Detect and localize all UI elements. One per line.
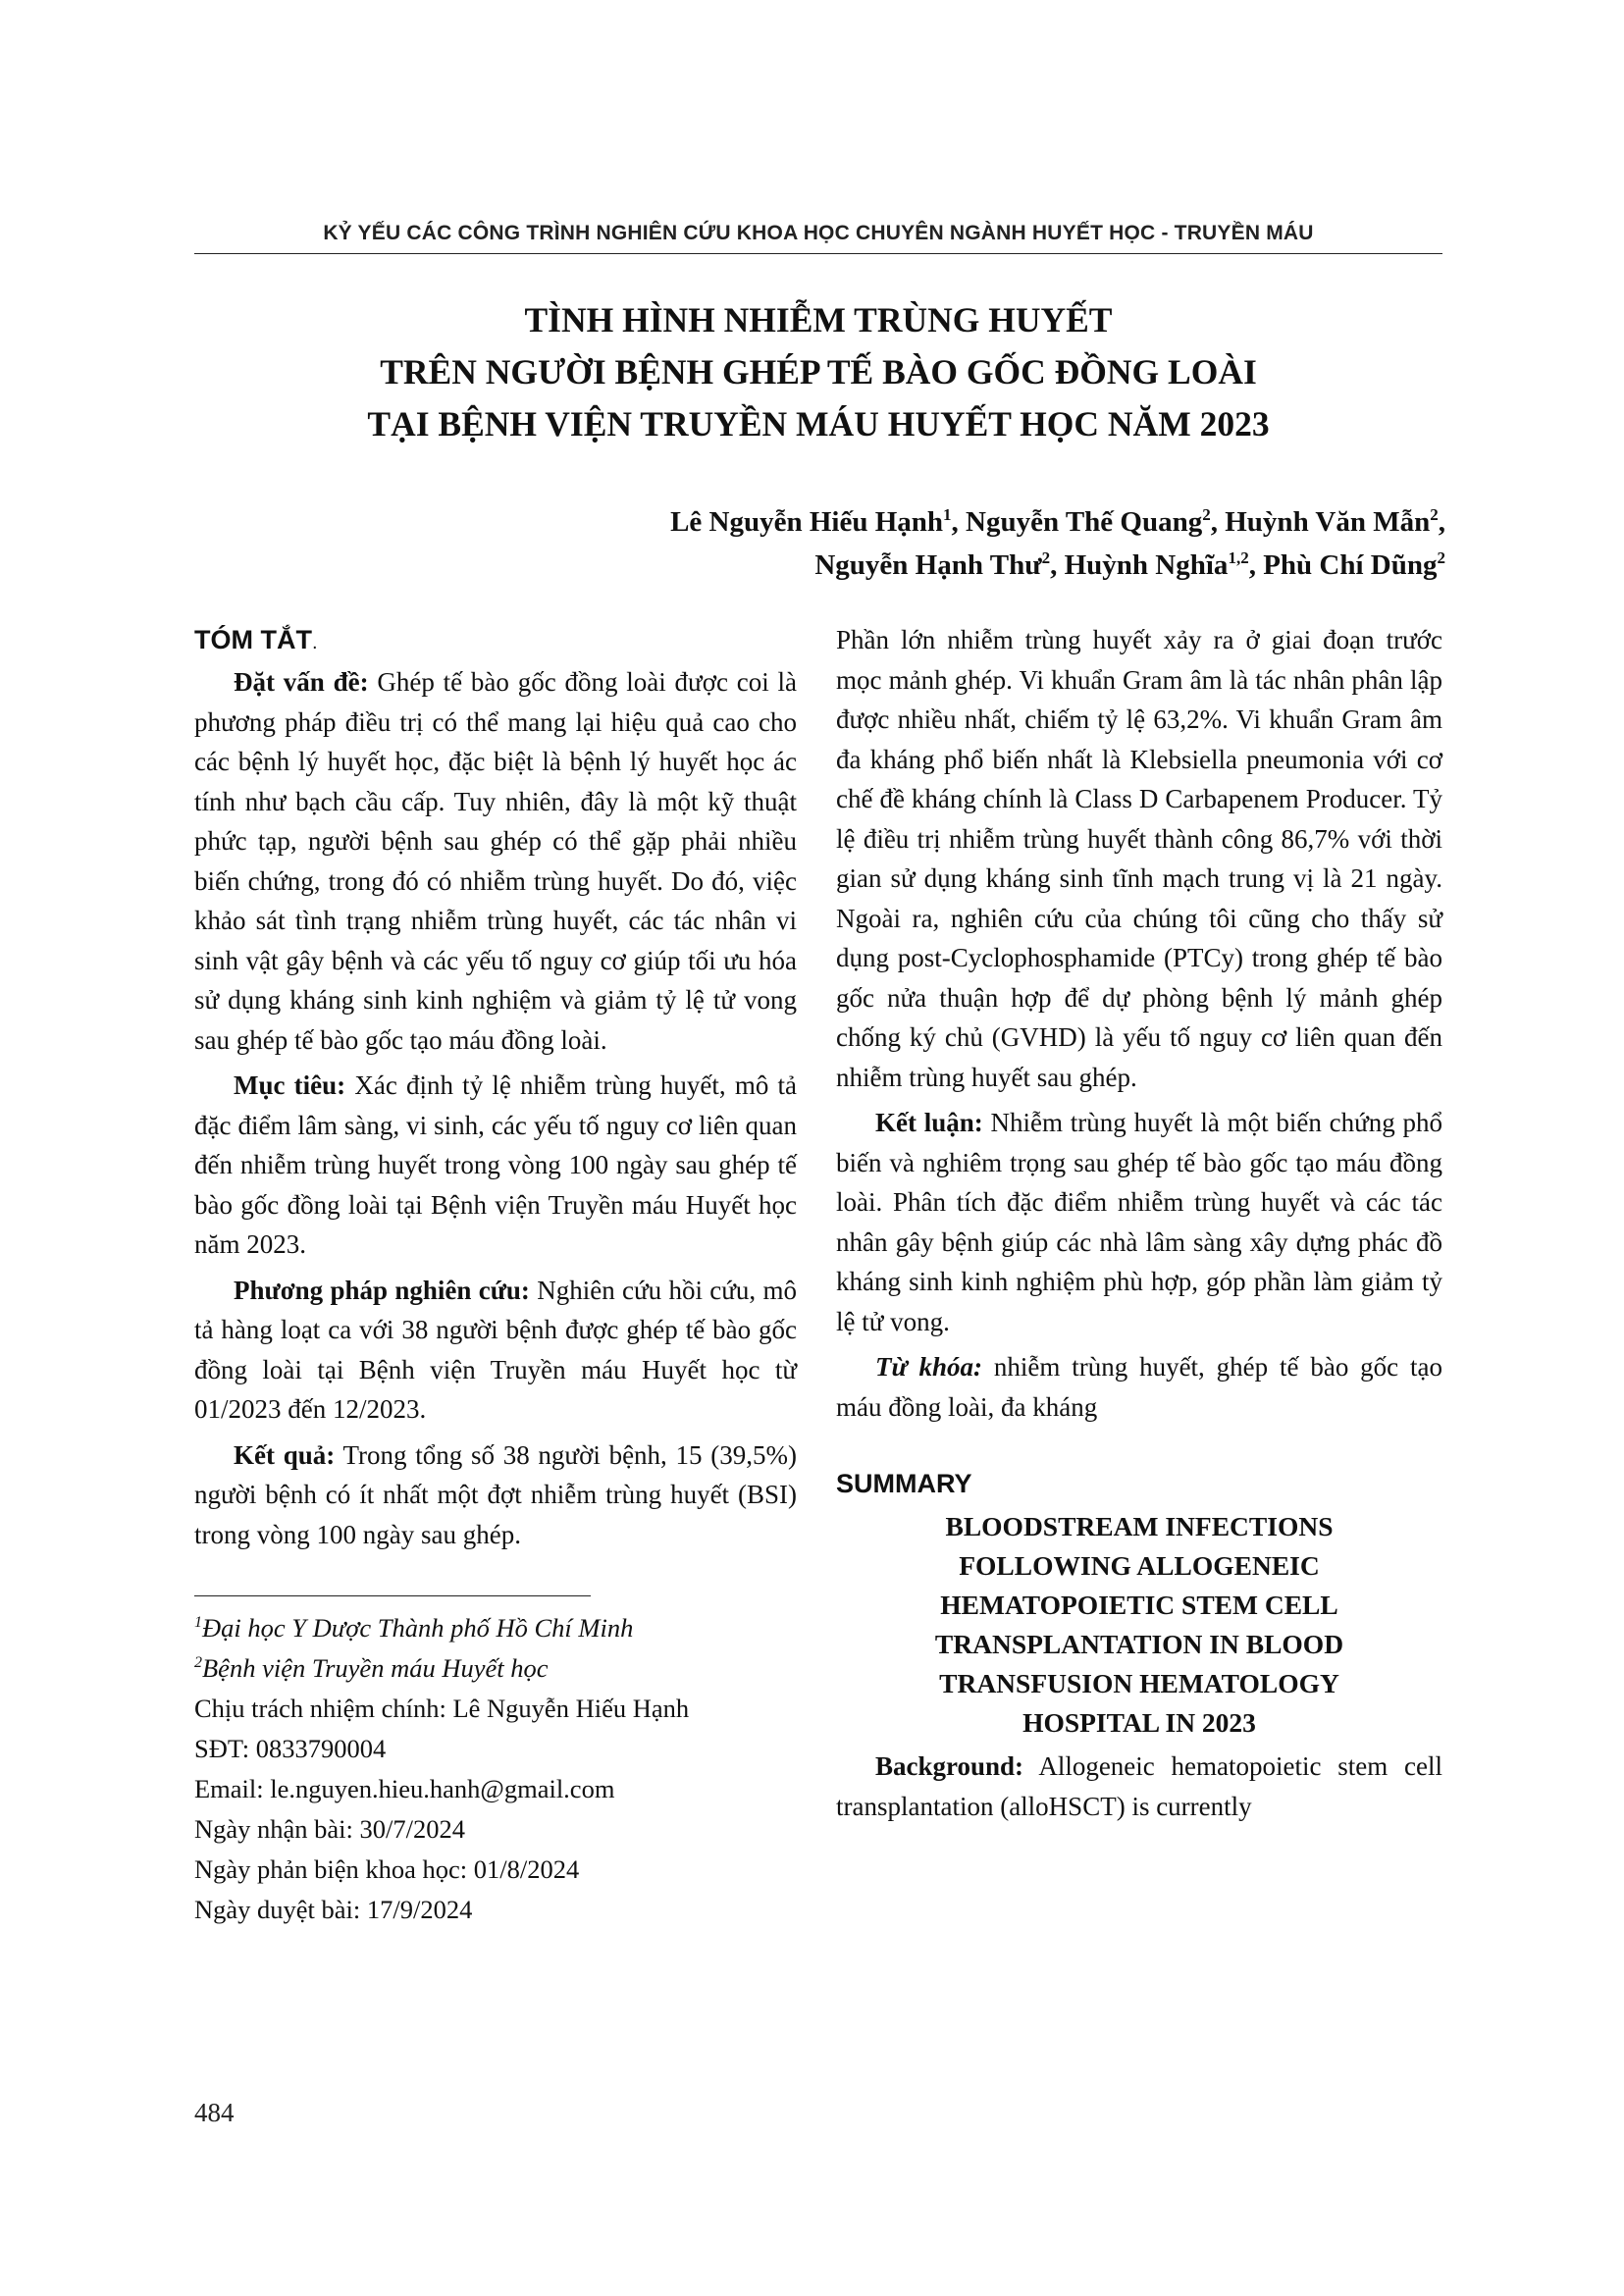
article-title <box>194 294 1442 450</box>
abstract-heading-text: TÓM TẮT <box>194 625 312 654</box>
english-title-line: BLOODSTREAM INFECTIONS <box>945 1511 1334 1541</box>
results-label: Kết quả: <box>234 1439 336 1470</box>
header-rule <box>194 253 1442 254</box>
abstract-objective <box>194 1066 797 1265</box>
email-address: Email: le.nguyen.hieu.hanh@gmail.com <box>194 1774 615 1803</box>
date-accepted: Ngày duyệt bài: 17/9/2024 <box>194 1895 473 1924</box>
background-text: Ghép tế bào gốc đồng loài được coi là phương pháp điều trị có thể mang lại hiệu quả cao cho các bệnh lý huyết học, đặc biệt là bệnh lý huyết học ác tính như bạch cầu cấp. Tuy nhiên, đây là một kỹ thuật phức tạp, người bệnh sau ghép có thể gặp phải nhiều biến chứng, trong đó có nhiễm trùng huyết. Do đó, việc khảo sát tình trạng nhiễm trùng huyết, các tác nhân vi sinh vật gây bệnh và các yếu tố nguy cơ giúp tối ưu hóa sử dụng kháng sinh kinh nghiệm và giảm tỷ lệ tử vong sau ghép tế bào gốc tạo máu đồng loài. <box>194 667 798 1055</box>
summary-background <box>836 1747 1442 1826</box>
affiliation-number: 1 <box>194 1614 202 1631</box>
english-title-line: HEMATOPOIETIC STEM CELL <box>940 1590 1338 1620</box>
author-line-1 <box>670 500 1445 544</box>
date-reviewed: Ngày phản biện khoa học: 01/8/2024 <box>194 1854 580 1884</box>
author-name: Nguyễn Hạnh Thư <box>814 549 1042 581</box>
author-name: Lê Nguyễn Hiếu Hạnh <box>670 506 944 538</box>
english-title-line: HOSPITAL IN 2023 <box>1022 1707 1256 1738</box>
method-label: Phương pháp nghiên cứu: <box>234 1275 530 1305</box>
summary-background-label: Background: <box>875 1751 1024 1781</box>
objective-label: Mục tiêu: <box>234 1070 346 1100</box>
summary-background-text: Allogeneic hematopoietic stem cell transplantation (alloHSCT) is currently <box>836 1751 1442 1821</box>
affiliation-1 <box>194 1608 797 1648</box>
affiliation-marker: 1,2 <box>1228 548 1249 567</box>
abstract-results <box>194 1435 797 1555</box>
results-text: Trong tổng số 38 người bệnh, 15 (39,5%) người bệnh có ít nhất một đợt nhiễm trùng huyết (BSI) trong vòng 100 ngày sau ghép. <box>194 1439 797 1549</box>
affiliation-1-text: Đại học Y Dược Thành phố Hồ Chí Minh <box>202 1613 634 1643</box>
abstract-heading <box>194 620 797 662</box>
affiliation-marker: 1 <box>943 505 952 524</box>
phone-number: SĐT: 0833790004 <box>194 1734 387 1763</box>
footnotes <box>194 1608 797 1930</box>
author-name: , Huỳnh Văn Mẫn <box>1210 506 1431 538</box>
author-name: , Nguyễn Thế Quang <box>951 506 1203 538</box>
affiliation-number: 2 <box>194 1654 202 1671</box>
conclusion-label: Kết luận: <box>875 1108 983 1137</box>
title-line-1: TÌNH HÌNH NHIỄM TRÙNG HUYẾT <box>524 300 1113 339</box>
english-title <box>836 1507 1442 1743</box>
affiliation-marker: 2 <box>1041 548 1051 567</box>
author-line-2 <box>670 544 1445 587</box>
author-separator: , <box>1438 506 1445 538</box>
method-text: Nghiên cứu hồi cứu, mô tả hàng loạt ca với 38 người bệnh được ghép tế bào gốc đồng loài tại Bệnh viện Truyền máu Huyết học từ 01/2023 đến 12/2023. <box>194 1275 797 1424</box>
affiliation-marker: 2 <box>1430 505 1439 524</box>
author-list <box>670 500 1445 587</box>
affiliation-2-text: Bệnh viện Truyền máu Huyết học <box>202 1653 549 1683</box>
english-title-line: FOLLOWING ALLOGENEIC <box>959 1550 1320 1581</box>
page-number: 484 <box>194 2098 235 2127</box>
author-name: , Huỳnh Nghĩa <box>1050 549 1229 581</box>
running-head: KỶ YẾU CÁC CÔNG TRÌNH NGHIÊN CỨU KHOA HỌC CHUYÊN NGÀNH HUYẾT HỌC - TRUYỀN MÁU <box>323 222 1314 244</box>
corresponding-author: Chịu trách nhiệm chính: Lê Nguyễn Hiếu Hạnh <box>194 1694 690 1723</box>
affiliation-marker: 2 <box>1437 548 1445 567</box>
conclusion-text: Nhiễm trùng huyết là một biến chứng phổ biến và nghiêm trọng sau ghép tế bào gốc tạo máu đồng loài. Phân tích đặc điểm nhiễm trùng huyết và các tác nhân gây bệnh giúp các nhà lâm sàng xây dựng phác đồ kháng sinh kinh nghiệm phù hợp, góp phần làm giảm tỷ lệ tử vong. <box>836 1108 1442 1336</box>
left-column <box>194 620 797 1930</box>
abstract-keywords <box>836 1347 1442 1427</box>
affiliation-2 <box>194 1648 797 1689</box>
abstract-method <box>194 1271 797 1430</box>
english-title-line: TRANSFUSION HEMATOLOGY <box>939 1668 1339 1698</box>
objective-text: Xác định tỷ lệ nhiễm trùng huyết, mô tả đặc điểm lâm sàng, vi sinh, các yếu tố nguy cơ liên quan đến nhiễm trùng huyết trong vòng 100 ngày sau ghép tế bào gốc đồng loài tại Bệnh viện Truyền máu Huyết học năm 2023. <box>194 1070 797 1259</box>
date-received: Ngày nhận bài: 30/7/2024 <box>194 1814 465 1844</box>
summary-heading: SUMMARY <box>836 1469 972 1498</box>
abstract-heading-dot: . <box>311 632 318 653</box>
keywords-text: nhiễm trùng huyết, ghép tế bào gốc tạo máu đồng loài, đa kháng <box>836 1352 1442 1422</box>
abstract-results-continued: Phần lớn nhiễm trùng huyết xảy ra ở giai đoạn trước mọc mảnh ghép. Vi khuẩn Gram âm là tác nhân phân lập được nhiều nhất, chiếm tỷ lệ 63,2%. Vi khuẩn Gram âm đa kháng phổ biến nhất là Klebsiella pneumonia với cơ chế đề kháng chính là Class D Carbapenem Producer. Tỷ lệ điều trị nhiễm trùng huyết thành công 86,7% với thời gian sử dụng kháng sinh tĩnh mạch trung vị là 21 ngày. Ngoài ra, nghiên cứu của chúng tôi cũng cho thấy sử dụng post-Cyclophosphamide (PTCy) trong ghép tế bào gốc nửa thuận hợp để dự phòng bệnh lý mảnh ghép chống ký chủ (GVHD) là yếu tố nguy cơ liên quan đến nhiễm trùng huyết sau ghép. <box>836 625 1442 1092</box>
affiliation-marker: 2 <box>1202 505 1211 524</box>
abstract-background <box>194 662 797 1060</box>
keywords-label: Từ khóa: <box>875 1352 983 1382</box>
footnote-rule <box>194 1595 591 1596</box>
author-name: , Phù Chí Dũng <box>1248 549 1438 581</box>
english-title-line: TRANSPLANTATION IN BLOOD <box>934 1629 1344 1659</box>
right-column <box>836 620 1442 1832</box>
background-label: Đặt vấn đề: <box>234 667 369 697</box>
abstract-conclusion <box>836 1103 1442 1341</box>
title-line-3: TẠI BỆNH VIỆN TRUYỀN MÁU HUYẾT HỌC NĂM 2023 <box>367 404 1270 444</box>
title-line-2: TRÊN NGƯỜI BỆNH GHÉP TẾ BÀO GỐC ĐỒNG LOÀI <box>380 352 1257 391</box>
